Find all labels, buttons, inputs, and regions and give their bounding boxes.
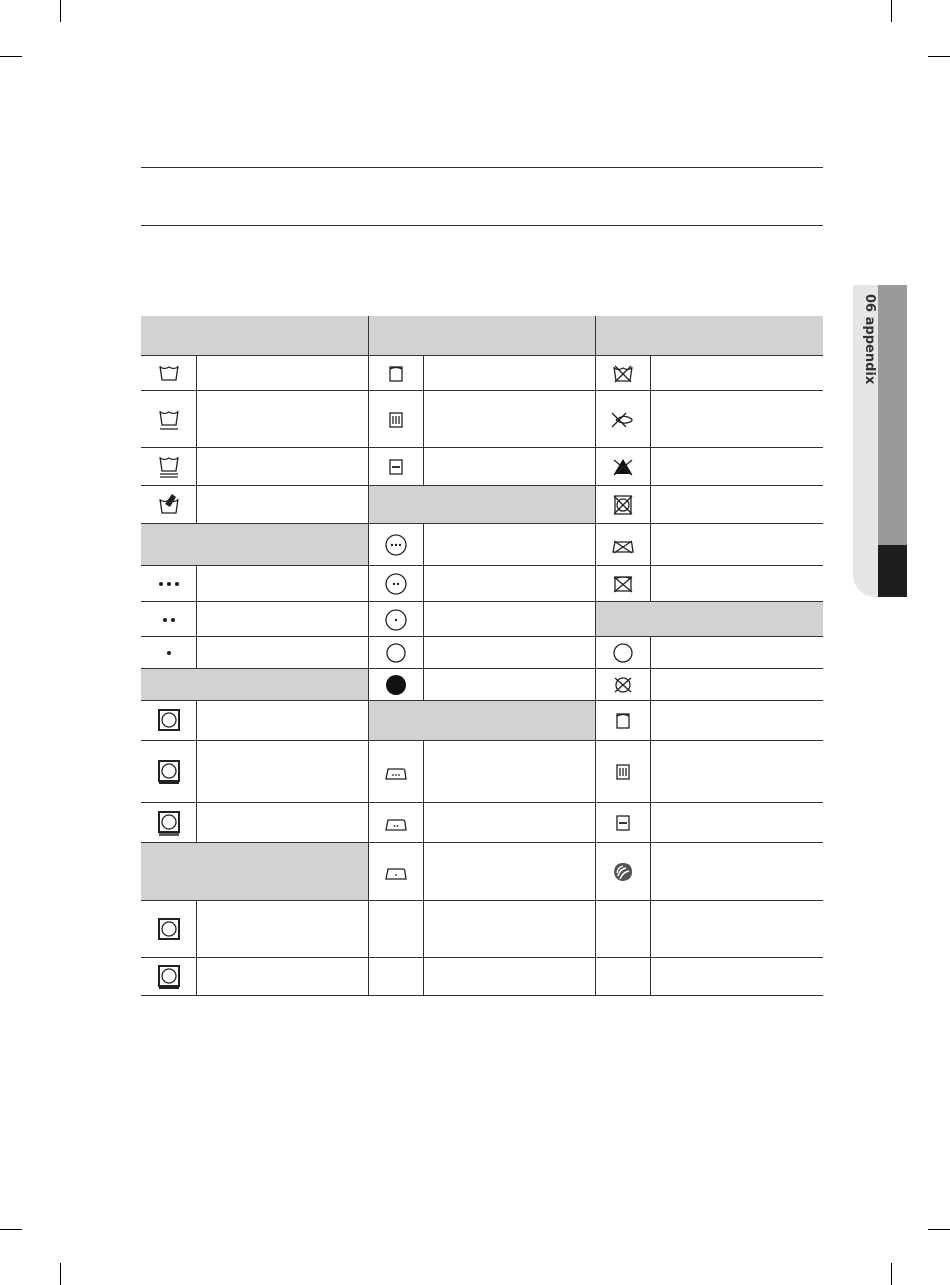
crop-mark (60, 1263, 61, 1285)
two-dots-icon (156, 607, 182, 633)
symbol-cell (368, 566, 424, 602)
description-cell (651, 958, 823, 996)
column-divider (595, 316, 596, 996)
symbol-cell (141, 602, 197, 637)
description-cell (651, 391, 823, 448)
symbol-cell (368, 958, 424, 996)
symbol-cell (595, 669, 651, 701)
section-header (141, 843, 369, 901)
do-not-wring-icon (610, 407, 636, 433)
symbol-cell (368, 741, 424, 803)
symbol-cell (368, 669, 424, 701)
description-cell (651, 448, 823, 486)
line-dry-icon (610, 708, 636, 734)
section-header (368, 701, 596, 741)
symbol-cell (595, 701, 651, 741)
dry-clean-square-double-underline-icon (156, 810, 182, 836)
description-cell (651, 741, 823, 803)
description-cell (651, 843, 823, 901)
symbol-cell (595, 524, 651, 566)
chapter-tab-grey-bar (878, 285, 907, 545)
symbol-cell (368, 356, 424, 391)
symbol-cell (595, 958, 651, 996)
symbol-cell (368, 803, 424, 843)
symbol-cell (368, 391, 424, 448)
tumble-dry-three-dots-icon (383, 532, 409, 558)
description-cell (424, 524, 596, 566)
section-header (368, 316, 596, 356)
description-cell (651, 356, 823, 391)
symbol-cell (368, 843, 424, 901)
dry-clean-square-underline-icon (156, 759, 182, 785)
drip-dry-icon (610, 759, 636, 785)
description-cell (424, 448, 596, 486)
crop-mark (891, 1263, 892, 1285)
do-not-bleach-icon (610, 454, 636, 480)
three-dots-icon (156, 571, 182, 597)
section-header (595, 602, 823, 637)
description-cell (197, 566, 369, 602)
crop-mark (928, 1229, 950, 1230)
description-cell (651, 803, 823, 843)
crop-mark (0, 1229, 22, 1230)
description-cell (651, 486, 823, 524)
symbol-cell (141, 803, 197, 843)
description-cell (424, 637, 596, 669)
row-divider (368, 995, 596, 996)
section-header (141, 524, 369, 566)
description-cell (651, 637, 823, 669)
section-header (141, 316, 369, 356)
iron-three-dots-icon (383, 759, 409, 785)
wash-tub-double-underline-icon (156, 454, 182, 480)
woolmark-icon (610, 859, 636, 885)
drip-dry-icon (383, 407, 409, 433)
symbol-cell (141, 486, 197, 524)
chapter-tab-label: 06 appendix (862, 294, 877, 385)
description-cell (424, 669, 596, 701)
dry-flat-icon (383, 454, 409, 480)
section-header (595, 316, 823, 356)
symbol-cell (368, 448, 424, 486)
crop-mark (60, 0, 61, 22)
description-cell (197, 741, 369, 803)
description-cell (197, 637, 369, 669)
crop-mark (0, 56, 22, 57)
care-label-table (141, 316, 823, 996)
description-cell (424, 602, 596, 637)
symbol-cell (595, 566, 651, 602)
hand-wash-icon (156, 492, 182, 518)
line-dry-icon (383, 361, 409, 387)
description-cell (424, 391, 596, 448)
iron-one-dot-icon (383, 859, 409, 885)
description-cell (424, 901, 596, 958)
dry-clean-square-underline-icon (156, 964, 182, 990)
do-not-dry-clean-icon (610, 571, 636, 597)
description-cell (197, 701, 369, 741)
description-cell (424, 356, 596, 391)
symbol-cell (595, 901, 651, 958)
symbol-cell (368, 524, 424, 566)
dry-clean-square-icon (156, 917, 182, 943)
symbol-cell (595, 803, 651, 843)
do-not-tumble-dry-icon (610, 672, 636, 698)
tumble-dry-two-dots-icon (383, 571, 409, 597)
symbol-cell (368, 901, 424, 958)
section-header (141, 669, 369, 701)
symbol-cell (595, 448, 651, 486)
chapter-tab-black-bar (878, 545, 907, 597)
symbol-cell (141, 741, 197, 803)
one-dot-icon (156, 640, 182, 666)
symbol-cell (368, 602, 424, 637)
description-cell (424, 566, 596, 602)
description-cell (651, 524, 823, 566)
symbol-cell (141, 448, 197, 486)
symbol-cell (141, 391, 197, 448)
section-header (368, 486, 596, 524)
description-cell (197, 958, 369, 996)
wash-tub-icon (156, 361, 182, 387)
description-cell (424, 803, 596, 843)
symbol-cell (141, 566, 197, 602)
dry-clean-square-icon (156, 708, 182, 734)
symbol-cell (595, 356, 651, 391)
description-cell (197, 602, 369, 637)
symbol-cell (595, 391, 651, 448)
row-divider (141, 995, 369, 996)
description-cell (197, 448, 369, 486)
description-cell (197, 803, 369, 843)
symbol-cell (141, 901, 197, 958)
symbol-cell (141, 701, 197, 741)
dry-flat-icon (610, 810, 636, 836)
description-cell (651, 901, 823, 958)
symbol-cell (595, 843, 651, 901)
symbol-cell (141, 637, 197, 669)
description-cell (651, 701, 823, 741)
crop-mark (928, 56, 950, 57)
symbol-cell (595, 637, 651, 669)
symbol-cell (368, 637, 424, 669)
symbol-cell (141, 958, 197, 996)
description-cell (197, 356, 369, 391)
description-cell (197, 391, 369, 448)
symbol-cell (141, 356, 197, 391)
description-cell (424, 843, 596, 901)
description-cell (197, 901, 369, 958)
empty-circle-icon (383, 640, 409, 666)
tumble-dry-one-dot-icon (383, 607, 409, 633)
filled-circle-icon (383, 672, 409, 698)
description-cell (424, 958, 596, 996)
symbol-cell (595, 741, 651, 803)
title-rule-bottom (141, 225, 823, 226)
symbol-cell (595, 486, 651, 524)
do-not-wash-icon (610, 361, 636, 387)
wash-tub-underline-icon (156, 407, 182, 433)
description-cell (651, 669, 823, 701)
do-not-iron-icon (610, 532, 636, 558)
description-cell (651, 566, 823, 602)
description-cell (424, 741, 596, 803)
column-divider (368, 316, 369, 996)
empty-circle-icon (610, 640, 636, 666)
do-not-tumble-dry-square-icon (610, 492, 636, 518)
title-rule-top (141, 167, 823, 168)
iron-two-dots-icon (383, 810, 409, 836)
crop-mark (891, 0, 892, 22)
description-cell (197, 486, 369, 524)
row-divider (595, 995, 823, 996)
